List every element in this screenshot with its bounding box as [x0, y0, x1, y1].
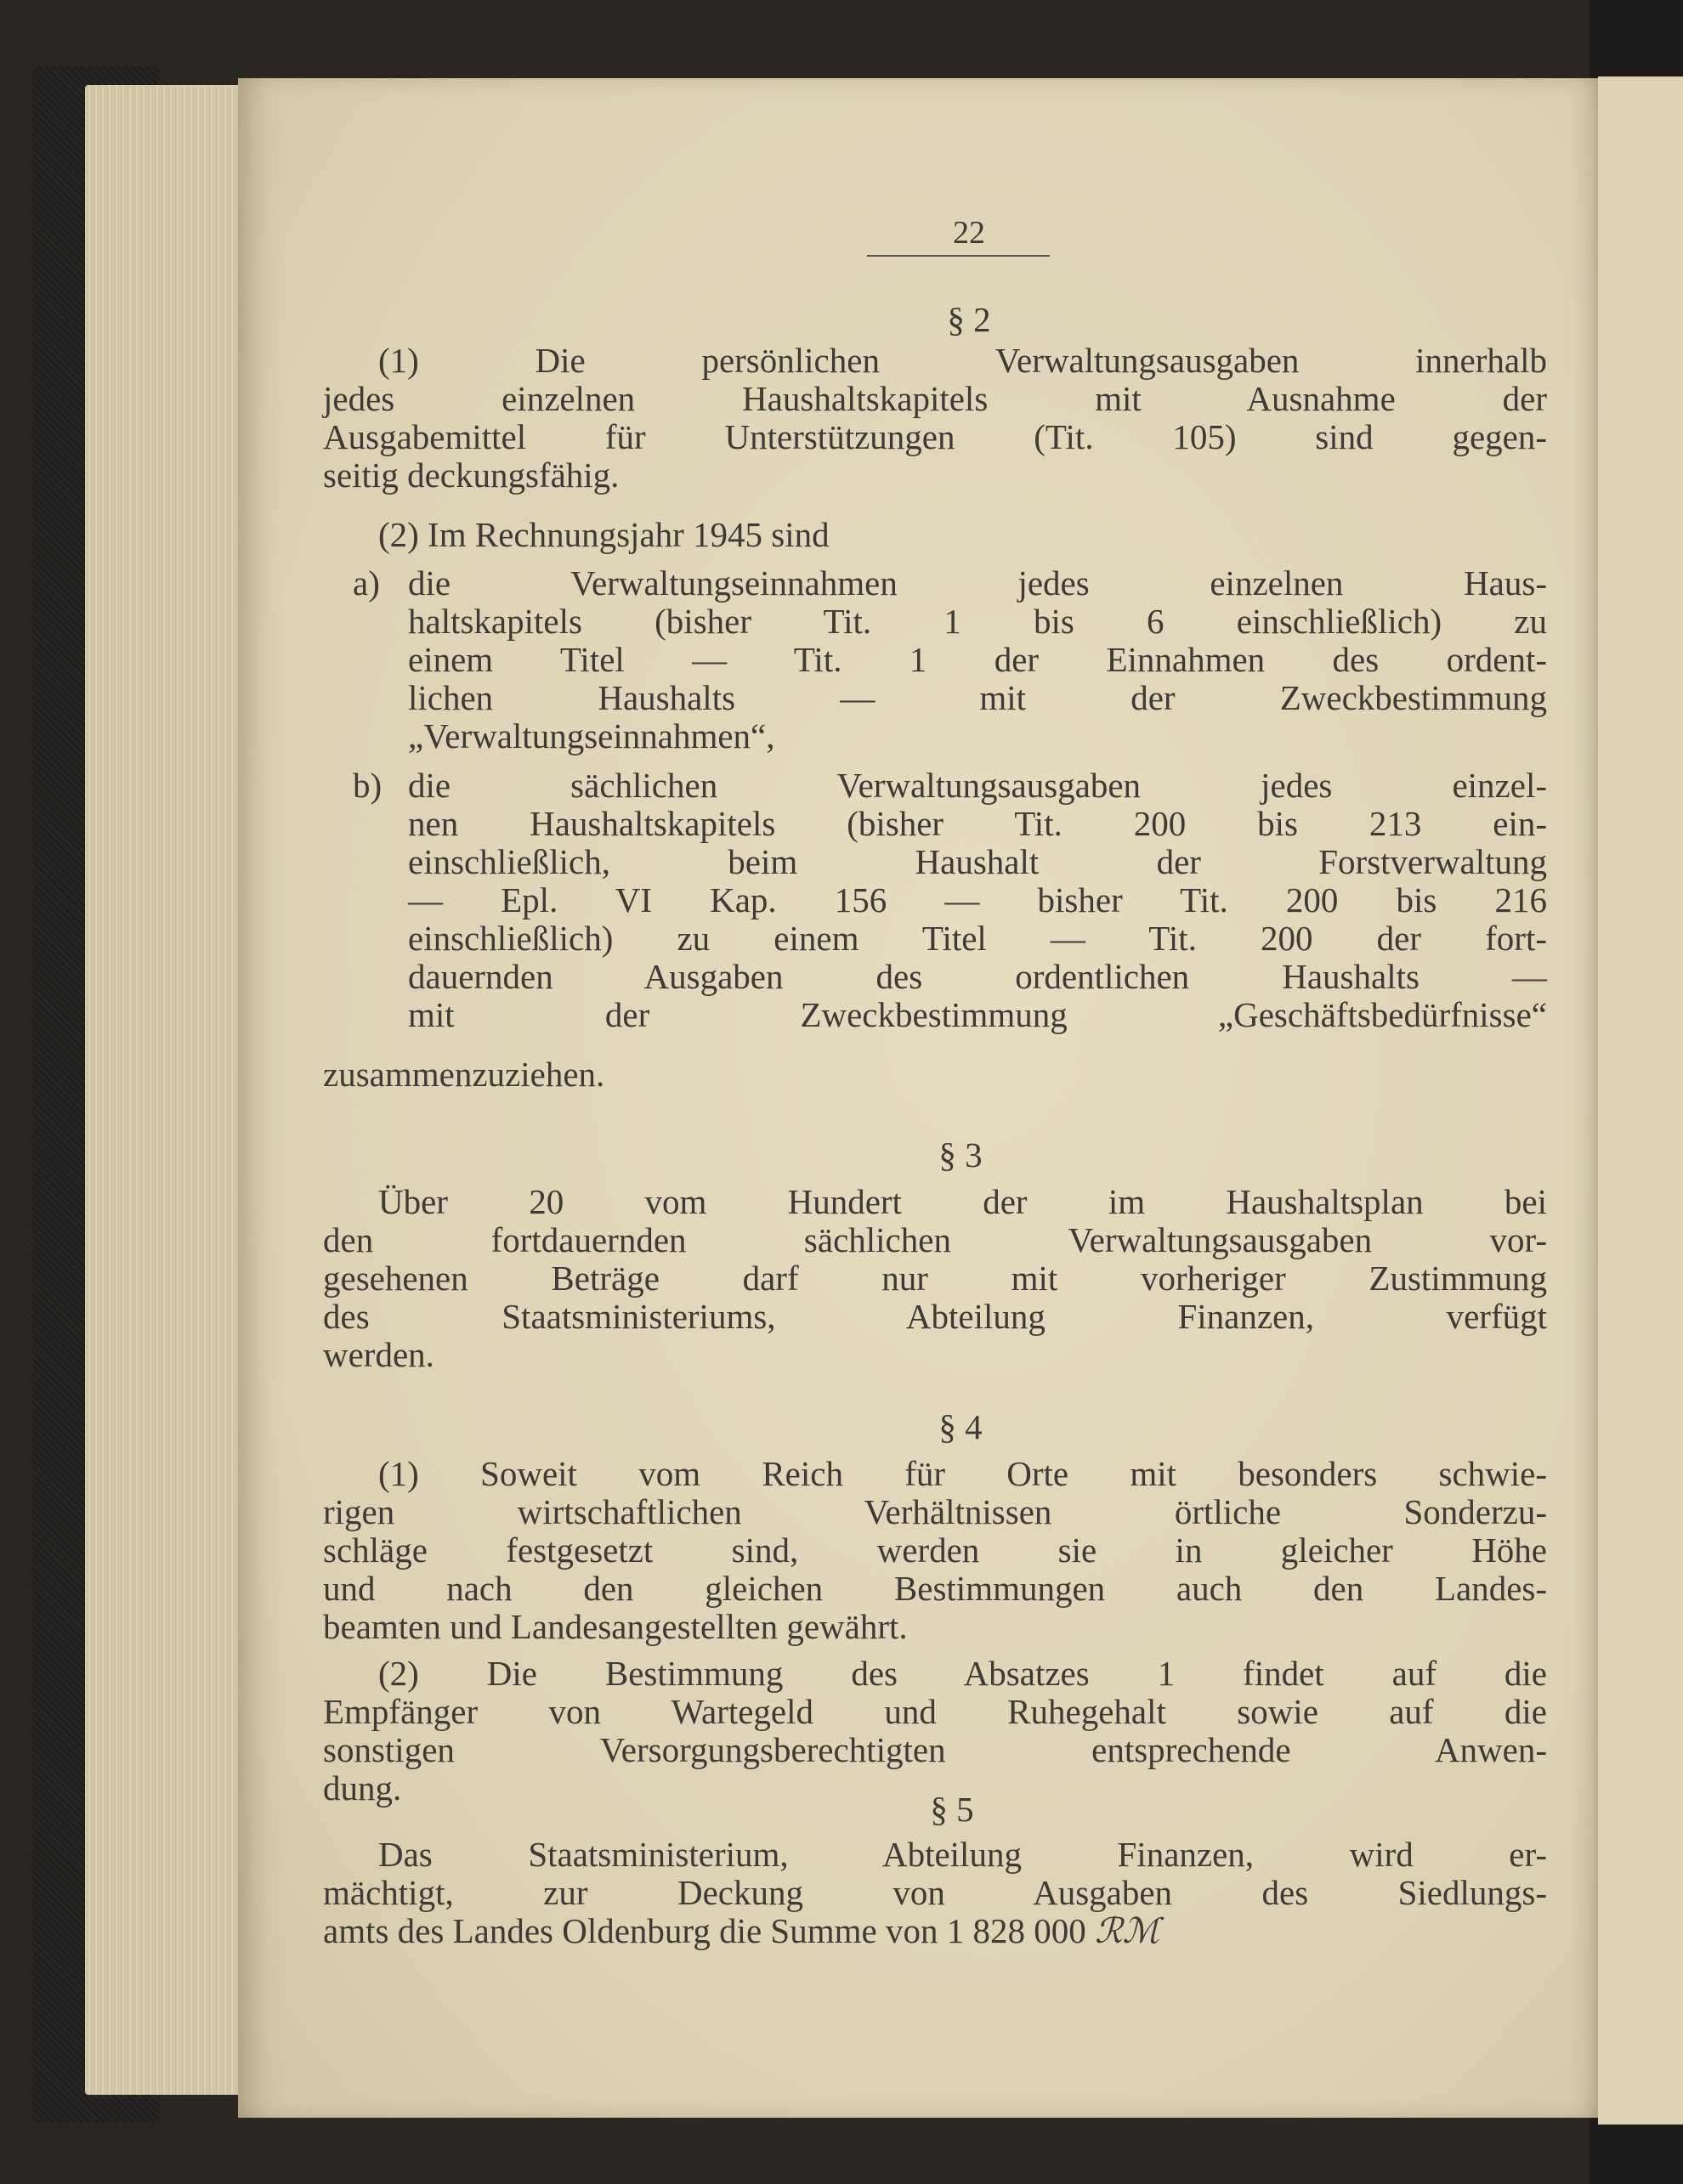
page-number: 22 — [953, 215, 985, 251]
s4-p1-line-1: (1) Soweit vom Reich für Orte mit besonders schwie- — [378, 1454, 1547, 1493]
item-b-line-3: einschließlich, beim Haushalt der Forstverwaltung — [408, 842, 1547, 881]
s4-p1-line-5: beamten und Landesangestellten gewährt. — [323, 1607, 908, 1646]
s2-p1-line-3: Ausgabemittel für Unterstützungen (Tit. 105) sind gegen- — [323, 417, 1547, 456]
item-b-line-5: einschließlich) zu einem Titel — Tit. 200 der fort- — [408, 919, 1547, 958]
s2-closing: zusammenzuziehen. — [323, 1055, 605, 1094]
s2-p2-intro: (2) Im Rechnungsjahr 1945 sind — [378, 515, 830, 554]
s2-p1-line-1: (1) Die persönlichen Verwaltungsausgaben innerhalb — [378, 341, 1547, 380]
item-b-line-4: — Epl. VI Kap. 156 — bisher Tit. 200 bis 216 — [408, 880, 1547, 919]
s5-p1-line-1: Das Staatsministerium, Abteilung Finanzen, wird er- — [378, 1835, 1547, 1874]
item-b-line-6: dauernden Ausgaben des ordentlichen Haushalts — — [408, 957, 1547, 996]
s2-p1-line-4: seitig deckungsfähig. — [323, 455, 620, 495]
s3-p1-line-5: werden. — [323, 1335, 434, 1374]
s4-p2-line-1: (2) Die Bestimmung des Absatzes 1 findet auf die — [378, 1654, 1547, 1693]
s5-p1-line-3-wrap — [323, 1912, 1547, 1950]
s4-p2-line-4: dung. — [323, 1768, 402, 1808]
s5-p1-line-3: amts des Landes Oldenburg die Summe von 1 828 000 — [323, 1911, 1086, 1950]
section-heading-5: § 5 — [930, 1790, 974, 1829]
item-a-line-3: einem Titel — Tit. 1 der Einnahmen des ordent- — [408, 640, 1547, 679]
reichsmark-sign: ℛℳ — [1094, 1911, 1160, 1950]
section-heading-4: § 4 — [938, 1407, 983, 1446]
s3-p1-line-4: des Staatsministeriums, Abteilung Finanzen, verfügt — [323, 1297, 1547, 1336]
facing-page-edge — [1598, 76, 1683, 2125]
section-heading-2: § 2 — [947, 300, 991, 339]
s4-p1-line-2: rigen wirtschaftlichen Verhältnissen örtliche Sonderzu- — [323, 1492, 1547, 1531]
s4-p1-line-4: und nach den gleichen Bestimmungen auch den Landes- — [323, 1569, 1547, 1608]
s4-p2-line-2: Empfänger von Wartegeld und Ruhegehalt sowie auf die — [323, 1692, 1547, 1731]
page-edges — [85, 85, 251, 2095]
item-b-line-7: mit der Zweckbestimmung „Geschäftsbedürfnisse“ — [408, 995, 1547, 1034]
s4-p2-line-3: sonstigen Versorgungsberechtigten entsprechende Anwen- — [323, 1730, 1547, 1769]
item-a-marker: a) — [353, 563, 380, 603]
item-b-line-2: nen Haushaltskapitels (bisher Tit. 200 bis 213 ein- — [408, 804, 1547, 843]
section-heading-3: § 3 — [938, 1135, 983, 1174]
item-b-line-1: die sächlichen Verwaltungsausgaben jedes einzel- — [408, 766, 1547, 805]
s3-p1-line-1: Über 20 vom Hundert der im Haushaltsplan bei — [378, 1182, 1547, 1221]
header-rule — [867, 255, 1050, 257]
item-a-line-2: haltskapitels (bisher Tit. 1 bis 6 einschließlich) zu — [408, 602, 1547, 641]
item-a-line-1: die Verwaltungseinnahmen jedes einzelnen Haus- — [408, 563, 1547, 603]
item-a-line-4: lichen Haushalts — mit der Zweckbestimmung — [408, 678, 1547, 717]
s3-p1-line-3: gesehenen Beträge darf nur mit vorheriger Zustimmung — [323, 1259, 1547, 1298]
item-a-line-5: „Verwaltungseinnahmen“, — [408, 716, 775, 755]
s2-p1-line-2: jedes einzelnen Haushaltskapitels mit Ausnahme der — [323, 379, 1547, 418]
item-b-marker: b) — [353, 766, 382, 805]
book-page — [238, 78, 1598, 2118]
s4-p1-line-3: schläge festgesetzt sind, werden sie in gleicher Höhe — [323, 1530, 1547, 1570]
s5-p1-line-2: mächtigt, zur Deckung von Ausgaben des Siedlungs- — [323, 1873, 1547, 1912]
s3-p1-line-2: den fortdauernden sächlichen Verwaltungsausgaben vor- — [323, 1220, 1547, 1259]
